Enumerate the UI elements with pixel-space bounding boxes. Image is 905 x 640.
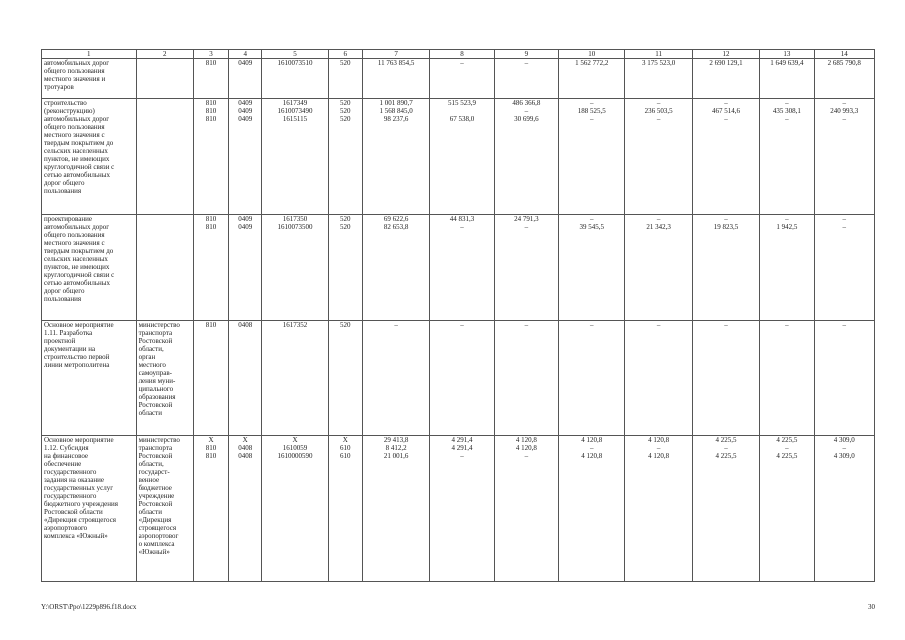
year-amount: – bbox=[814, 321, 874, 436]
responsible-executor bbox=[136, 59, 193, 99]
total-amount: – bbox=[362, 321, 429, 436]
budget-table bbox=[41, 49, 875, 582]
total-amount: 11 763 854,5 bbox=[362, 59, 429, 99]
year-amount: – 240 993,3 – bbox=[814, 99, 874, 215]
column-number: 4 bbox=[229, 50, 262, 59]
year-amount: 4 225,5 – 4 225,5 bbox=[692, 436, 759, 582]
section-code: 0408 bbox=[229, 321, 262, 436]
grbs-code: 810 810 bbox=[193, 215, 228, 321]
table-row bbox=[42, 59, 875, 99]
responsible-executor: министерство транспорта Ростовской области, орган местного самоуправ- ления муни- ципального образования Ростовской области bbox=[136, 321, 193, 436]
target-article-code: 1610073510 bbox=[262, 59, 328, 99]
year-amount: 3 175 523,0 bbox=[625, 59, 692, 99]
year-amount: 515 523,9 67 538,0 bbox=[430, 99, 494, 215]
expense-type-code: 520 bbox=[328, 321, 362, 436]
year-amount: 1 649 639,4 bbox=[760, 59, 814, 99]
year-amount: – 467 514,6 – bbox=[692, 99, 759, 215]
target-article-code: Х 1610059 1610000590 bbox=[262, 436, 328, 582]
year-amount: 4 120,8 – 4 120,8 bbox=[625, 436, 692, 582]
year-amount: – 21 342,3 bbox=[625, 215, 692, 321]
year-amount: – bbox=[430, 321, 494, 436]
total-amount: 69 622,6 82 653,8 bbox=[362, 215, 429, 321]
year-amount: 4 225,5 – 4 225,5 bbox=[760, 436, 814, 582]
year-amount: 2 690 129,1 bbox=[692, 59, 759, 99]
year-amount: – – bbox=[814, 215, 874, 321]
section-code: 0409 0409 0409 bbox=[229, 99, 262, 215]
column-number: 9 bbox=[494, 50, 558, 59]
year-amount: – bbox=[494, 321, 558, 436]
expense-type-code: 520 520 520 bbox=[328, 99, 362, 215]
column-number: 7 bbox=[362, 50, 429, 59]
table-row bbox=[42, 436, 875, 582]
year-amount: – 39 545,5 bbox=[559, 215, 625, 321]
column-number: 11 bbox=[625, 50, 692, 59]
column-number: 10 bbox=[559, 50, 625, 59]
section-code: Х 0408 0408 bbox=[229, 436, 262, 582]
expense-type-code: 520 bbox=[328, 59, 362, 99]
year-amount: – 236 503,5 – bbox=[625, 99, 692, 215]
column-number-row bbox=[42, 50, 875, 59]
total-amount: 29 413,8 8 412,2 21 001,6 bbox=[362, 436, 429, 582]
activity-name: строительство (реконструкцию) автомобильных дорог общего пользования местного значения с твердым покрытием до сельских населенных пунктов, не имеющих круглогодичной связи с сетью автомобильных дорог общего пользования bbox=[42, 99, 137, 215]
section-code: 0409 bbox=[229, 59, 262, 99]
year-amount: – bbox=[625, 321, 692, 436]
column-number: 1 bbox=[42, 50, 137, 59]
year-amount: – bbox=[430, 59, 494, 99]
grbs-code: 810 810 810 bbox=[193, 99, 228, 215]
total-amount: 1 001 890,7 1 568 845,0 98 237,6 bbox=[362, 99, 429, 215]
year-amount: – bbox=[692, 321, 759, 436]
column-number: 5 bbox=[262, 50, 328, 59]
grbs-code: 810 bbox=[193, 321, 228, 436]
year-amount: – 1 942,5 bbox=[760, 215, 814, 321]
expense-type-code: Х 610 610 bbox=[328, 436, 362, 582]
column-number: 12 bbox=[692, 50, 759, 59]
expense-type-code: 520 520 bbox=[328, 215, 362, 321]
year-amount: 1 562 772,2 bbox=[559, 59, 625, 99]
column-number: 6 bbox=[328, 50, 362, 59]
column-number: 8 bbox=[430, 50, 494, 59]
column-number: 13 bbox=[760, 50, 814, 59]
year-amount: – 435 308,1 – bbox=[760, 99, 814, 215]
year-amount: 2 685 790,8 bbox=[814, 59, 874, 99]
year-amount: – 188 525,5 – bbox=[559, 99, 625, 215]
grbs-code: 810 bbox=[193, 59, 228, 99]
table-row bbox=[42, 321, 875, 436]
year-amount: 4 309,0 – 4 309,0 bbox=[814, 436, 874, 582]
table-row bbox=[42, 99, 875, 215]
activity-name: Основное мероприятие 1.11. Разработка проектной документации на строительство первой линии метрополитена bbox=[42, 321, 137, 436]
page-number: 30 bbox=[868, 603, 875, 611]
column-number: 14 bbox=[814, 50, 874, 59]
responsible-executor: министерство транспорта Ростовской области, государст- венное бюджетное учреждение Ростовской области «Дирекция строящегося аэропортовог о комплекса «Южный» bbox=[136, 436, 193, 582]
year-amount: 4 291,4 4 291,4 – bbox=[430, 436, 494, 582]
document-file-path: Y:\ORST\Ppo\1229p896.f18.docx bbox=[41, 603, 137, 611]
section-code: 0409 0409 bbox=[229, 215, 262, 321]
grbs-code: Х 810 810 bbox=[193, 436, 228, 582]
year-amount: 4 120,8 4 120,8 – bbox=[494, 436, 558, 582]
year-amount: – bbox=[559, 321, 625, 436]
year-amount: 486 366,8 – 30 699,6 bbox=[494, 99, 558, 215]
target-article-code: 1617352 bbox=[262, 321, 328, 436]
activity-name: проектирование автомобильных дорог общего пользования местного значения с твердым покрытием до сельских населенных пунктов, не имеющих круглогодичной связи с сетью автомобильных дорог общего пользования bbox=[42, 215, 137, 321]
responsible-executor bbox=[136, 99, 193, 215]
year-amount: – bbox=[760, 321, 814, 436]
responsible-executor bbox=[136, 215, 193, 321]
column-number: 3 bbox=[193, 50, 228, 59]
year-amount: – 19 823,5 bbox=[692, 215, 759, 321]
column-number: 2 bbox=[136, 50, 193, 59]
target-article-code: 1617350 1610073500 bbox=[262, 215, 328, 321]
year-amount: 44 831,3 – bbox=[430, 215, 494, 321]
year-amount: – bbox=[494, 59, 558, 99]
activity-name: автомобильных дорог общего пользования местного значения и тротуаров bbox=[42, 59, 137, 99]
year-amount: 4 120,8 – 4 120,8 bbox=[559, 436, 625, 582]
year-amount: 24 791,3 – bbox=[494, 215, 558, 321]
table-row bbox=[42, 215, 875, 321]
target-article-code: 1617349 1610073490 1615115 bbox=[262, 99, 328, 215]
activity-name: Основное мероприятие 1.12. Субсидия на финансовое обеспечение государственного задания на оказание государственных услуг государственного бюджетного учреждения Ростовской области «Дирекция строящегося аэропортового комплекса «Южный» bbox=[42, 436, 137, 582]
